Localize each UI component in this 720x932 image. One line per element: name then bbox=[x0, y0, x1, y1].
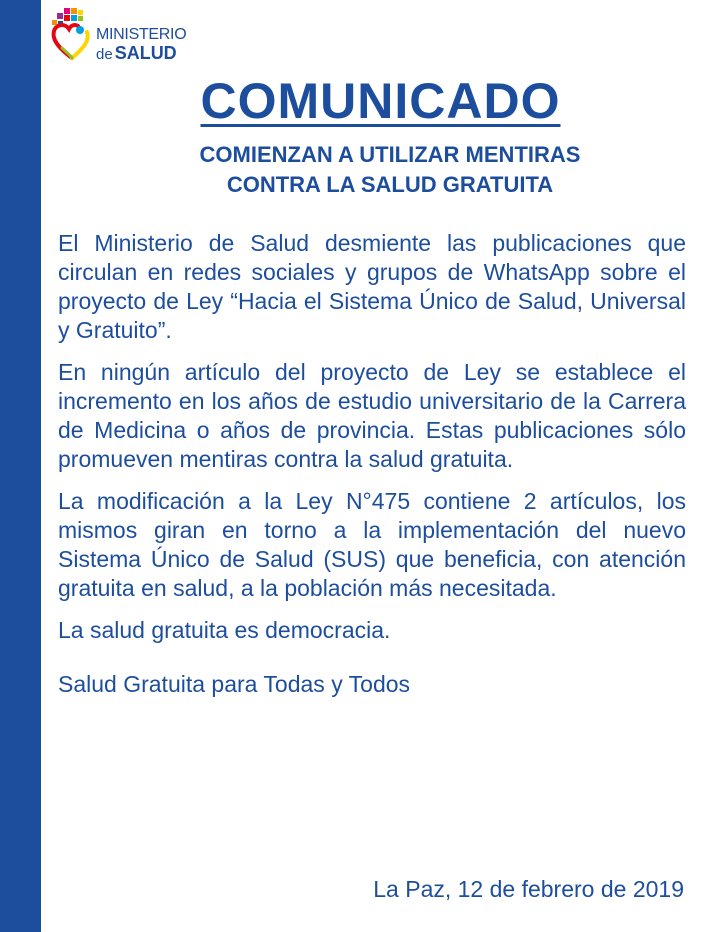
logo-text-ministerio: MINISTERIO bbox=[96, 26, 187, 43]
side-accent-bar bbox=[0, 0, 41, 932]
page-title: COMUNICADO bbox=[200, 73, 561, 129]
statement-body bbox=[58, 229, 686, 724]
ministerio-logo bbox=[50, 8, 190, 66]
paragraph: En ningún artículo del proyecto de Ley se establece el incremento en los años de estudio universitario de la Carrera de Medicina o años de provincia. Estas publicaciones sólo promueven mentiras contra la salud gratuita. bbox=[58, 359, 686, 472]
subtitle-line: CONTRA LA SALUD GRATUITA bbox=[226, 172, 554, 197]
health-heart-icon bbox=[50, 8, 94, 64]
subtitle bbox=[120, 140, 660, 200]
paragraph: Salud Gratuita para Todas y Todos bbox=[58, 671, 411, 697]
place-date: La Paz, 12 de febrero de 2019 bbox=[373, 876, 684, 902]
paragraph: La salud gratuita es democracia. bbox=[58, 617, 391, 643]
paragraph: El Ministerio de Salud desmiente las publicaciones que circulan en redes sociales y grupos de WhatsApp sobre el proyecto de Ley “Hacia el Sistema Único de Salud, Universal y Gratuito”. bbox=[58, 230, 686, 343]
logo-text-de: de bbox=[96, 46, 113, 63]
paragraph: La modificación a la Ley N°475 contiene 2 artículos, los mismos giran en torno a la implementación del nuevo Sistema Único de Salud (SUS) que beneficia, con atención gratuita en salud, a la población más necesitada. bbox=[58, 488, 686, 601]
logo-text-salud-word: SALUD bbox=[114, 43, 177, 63]
logo-text-salud bbox=[96, 43, 177, 64]
subtitle-line: COMIENZAN A UTILIZAR MENTIRAS bbox=[199, 142, 581, 167]
